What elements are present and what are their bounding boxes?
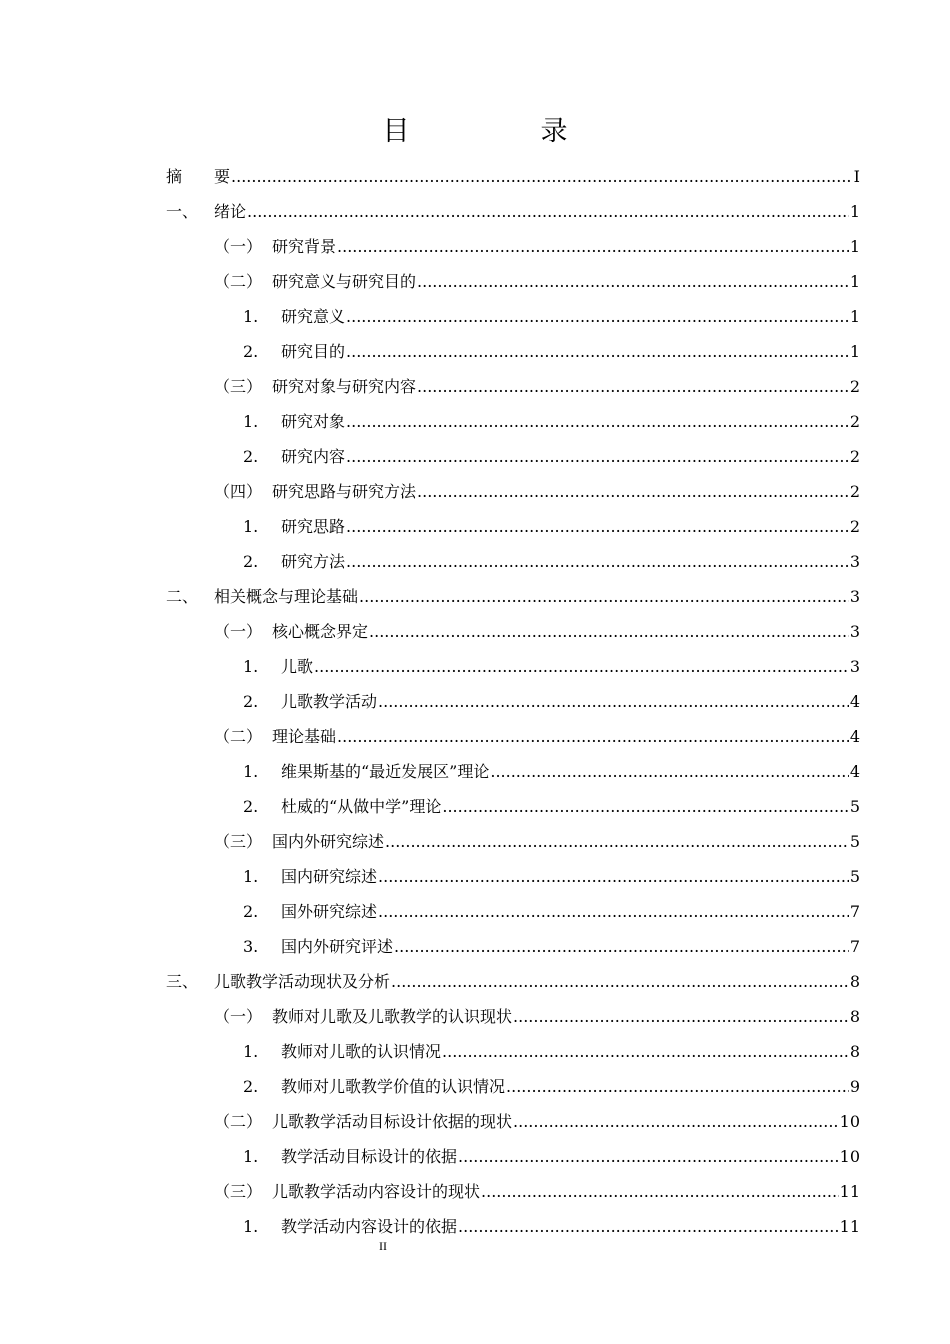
toc-entry[interactable] (166, 403, 860, 438)
toc-entry-label: 研究内容 (281, 447, 346, 466)
toc-entry-number: 1. (243, 1217, 259, 1236)
toc-entry-label: 研究方法 (281, 552, 346, 571)
toc-entry[interactable] (166, 1068, 860, 1103)
dot-leader (442, 1042, 849, 1062)
toc-entry-label: 教学活动内容设计的依据 (281, 1217, 458, 1236)
toc-entry[interactable] (166, 788, 860, 823)
toc-entry-page: 1 (849, 342, 860, 361)
toc-entry-number: 2. (243, 552, 259, 571)
toc-entry-page: 2 (849, 447, 860, 466)
toc-entry[interactable] (166, 1208, 860, 1243)
toc-entry-number: （四） (214, 482, 263, 501)
toc-entry-label: 维果斯基的“最近发展区”理论 (281, 762, 490, 781)
toc-entry-page: 2 (849, 517, 860, 536)
dot-leader (337, 727, 849, 747)
dot-leader (231, 167, 853, 187)
toc-entry[interactable] (166, 928, 860, 963)
dot-leader (314, 657, 849, 677)
toc-entry-label: 杜威的“从做中学”理论 (281, 797, 442, 816)
dot-leader (506, 1077, 849, 1097)
toc-entry-label: 儿歌教学活动内容设计的现状 (272, 1182, 481, 1201)
toc-entry-page: 8 (849, 1007, 860, 1026)
toc-entry-label: 研究目的 (281, 342, 346, 361)
dot-leader (513, 1112, 839, 1132)
toc-entry-number: 1. (243, 517, 259, 536)
dot-leader (369, 622, 849, 642)
toc-entry-label: 研究意义与研究目的 (272, 272, 417, 291)
toc-entry[interactable] (166, 1103, 860, 1138)
toc-entry-number: 二、 (166, 587, 199, 606)
toc-entry-number: 2. (243, 447, 259, 466)
toc-entry[interactable] (166, 683, 860, 718)
toc-entry[interactable] (166, 648, 860, 683)
toc-entry-label: 儿歌教学活动现状及分析 (214, 972, 391, 991)
toc-entry[interactable] (166, 963, 860, 998)
toc-entry-label: 教师对儿歌教学价值的认识情况 (281, 1077, 506, 1096)
toc-entry-page: 3 (849, 622, 860, 641)
dot-leader (346, 412, 849, 432)
dot-leader (417, 482, 849, 502)
toc-entry-number: 1. (243, 657, 259, 676)
toc-entry-page: 1 (849, 202, 860, 221)
toc-entry-number: 摘 (166, 167, 183, 186)
toc-entry-label: 研究对象 (281, 412, 346, 431)
toc-entry-page: 7 (849, 902, 860, 921)
toc-entry[interactable] (166, 998, 860, 1033)
dot-leader (417, 272, 849, 292)
dot-leader (513, 1007, 849, 1027)
dot-leader (337, 237, 849, 257)
toc-entry-number: （三） (214, 832, 263, 851)
toc-entry-page: 10 (839, 1147, 860, 1166)
toc-entry[interactable] (166, 1033, 860, 1068)
toc-entry-page: 5 (849, 867, 860, 886)
dot-leader (458, 1217, 839, 1237)
dot-leader (346, 552, 849, 572)
toc-entry-page: 11 (839, 1217, 860, 1236)
dot-leader (378, 902, 849, 922)
footer-page-number: II (379, 1239, 387, 1253)
toc-entry-page: 5 (849, 832, 860, 851)
toc-entry[interactable] (166, 228, 860, 263)
toc-entry-number: 2. (243, 692, 259, 711)
dot-leader (394, 937, 849, 957)
toc-entry-number: 2. (243, 902, 259, 921)
toc-entry-number: （一） (214, 622, 263, 641)
toc-title: 目 录 (382, 116, 620, 147)
toc-entry[interactable] (166, 893, 860, 928)
toc-entry-number: （二） (214, 272, 263, 291)
toc-entry-label: 核心概念界定 (272, 622, 369, 641)
toc-entry[interactable] (166, 613, 860, 648)
toc-entry-label: 研究对象与研究内容 (272, 377, 417, 396)
dot-leader (481, 1182, 839, 1202)
toc-entry[interactable] (166, 543, 860, 578)
toc-entry-label: 教学活动目标设计的依据 (281, 1147, 458, 1166)
toc-entry-label: 教师对儿歌的认识情况 (281, 1042, 442, 1061)
toc-entry-number: 2. (243, 1077, 259, 1096)
toc-entry-page: I (853, 167, 860, 186)
toc-entry-number: 3. (243, 937, 259, 956)
toc-entry-page: 4 (849, 762, 860, 781)
dot-leader (346, 342, 849, 362)
toc-entry-page: 3 (849, 552, 860, 571)
toc-entry-label: 儿歌教学活动 (281, 692, 378, 711)
toc-entry-number: 1. (243, 307, 259, 326)
toc-entry-page: 1 (849, 237, 860, 256)
table-of-contents (166, 158, 860, 1243)
dot-leader (346, 517, 849, 537)
toc-entry-page: 8 (849, 972, 860, 991)
toc-entry-page: 2 (849, 377, 860, 396)
toc-entry-label: 儿歌教学活动目标设计依据的现状 (272, 1112, 513, 1131)
dot-leader (378, 867, 849, 887)
toc-entry-label: 国内研究综述 (281, 867, 378, 886)
dot-leader (442, 797, 848, 817)
toc-entry[interactable] (166, 298, 860, 333)
toc-entry-number: （三） (214, 377, 263, 396)
toc-entry-label: 相关概念与理论基础 (214, 587, 359, 606)
toc-entry-number: （一） (214, 237, 263, 256)
toc-entry[interactable] (166, 508, 860, 543)
toc-entry-page: 10 (839, 1112, 860, 1131)
dot-leader (458, 1147, 839, 1167)
toc-entry-label: 国外研究综述 (281, 902, 378, 921)
toc-entry-label: 理论基础 (272, 727, 337, 746)
toc-entry[interactable] (166, 263, 860, 298)
dot-leader (247, 202, 849, 222)
toc-entry[interactable] (166, 858, 860, 893)
toc-entry-page: 1 (849, 307, 860, 326)
toc-entry-label: 教师对儿歌及儿歌教学的认识现状 (272, 1007, 513, 1026)
toc-entry-label: 研究背景 (272, 237, 337, 256)
toc-entry-number: 一、 (166, 202, 199, 221)
toc-entry[interactable] (166, 1173, 860, 1208)
toc-entry-number: （一） (214, 1007, 263, 1026)
toc-entry-label: 绪论 (214, 202, 247, 221)
toc-entry[interactable] (166, 1138, 860, 1173)
toc-entry-page: 8 (849, 1042, 860, 1061)
toc-entry-number: 1. (243, 1147, 259, 1166)
dot-leader (346, 307, 849, 327)
toc-entry[interactable] (166, 438, 860, 473)
toc-entry[interactable] (166, 718, 860, 753)
dot-leader (417, 377, 849, 397)
toc-entry-number: 三、 (166, 972, 199, 991)
toc-entry-page: 4 (849, 727, 860, 746)
toc-entry-page: 5 (849, 797, 860, 816)
toc-entry-page: 2 (849, 412, 860, 431)
toc-entry[interactable] (166, 753, 860, 788)
toc-entry[interactable] (166, 823, 860, 858)
toc-entry-label: 国内外研究综述 (272, 832, 385, 851)
toc-entry[interactable] (166, 473, 860, 508)
toc-entry[interactable] (166, 193, 860, 228)
toc-entry-label: 国内外研究评述 (281, 937, 394, 956)
toc-entry[interactable] (166, 333, 860, 368)
dot-leader (378, 692, 849, 712)
toc-entry-number: 1. (243, 1042, 259, 1061)
dot-leader (346, 447, 849, 467)
toc-entry-label: 研究意义 (281, 307, 346, 326)
toc-entry-number: （三） (214, 1182, 263, 1201)
dot-leader (385, 832, 849, 852)
toc-entry-page: 4 (849, 692, 860, 711)
toc-entry-label: 研究思路与研究方法 (272, 482, 417, 501)
toc-entry-label: 儿歌 (281, 657, 314, 676)
toc-entry-number: 2. (243, 342, 259, 361)
toc-entry-number: 1. (243, 867, 259, 886)
dot-leader (391, 972, 849, 992)
toc-entry[interactable] (166, 158, 860, 193)
toc-entry-page: 3 (849, 657, 860, 676)
toc-entry-number: 2. (243, 797, 259, 816)
toc-entry[interactable] (166, 368, 860, 403)
toc-entry-page: 9 (849, 1077, 860, 1096)
toc-entry-page: 7 (849, 937, 860, 956)
dot-leader (490, 762, 848, 782)
toc-entry-number: 1. (243, 762, 259, 781)
toc-entry-number: （二） (214, 1112, 263, 1131)
toc-entry-number: （二） (214, 727, 263, 746)
toc-entry-page: 3 (849, 587, 860, 606)
toc-entry-page: 11 (839, 1182, 860, 1201)
toc-entry-page: 2 (849, 482, 860, 501)
toc-entry[interactable] (166, 578, 860, 613)
dot-leader (359, 587, 849, 607)
toc-entry-page: 1 (849, 272, 860, 291)
toc-entry-label: 研究思路 (281, 517, 346, 536)
toc-entry-label: 要 (214, 167, 231, 186)
toc-entry-number: 1. (243, 412, 259, 431)
